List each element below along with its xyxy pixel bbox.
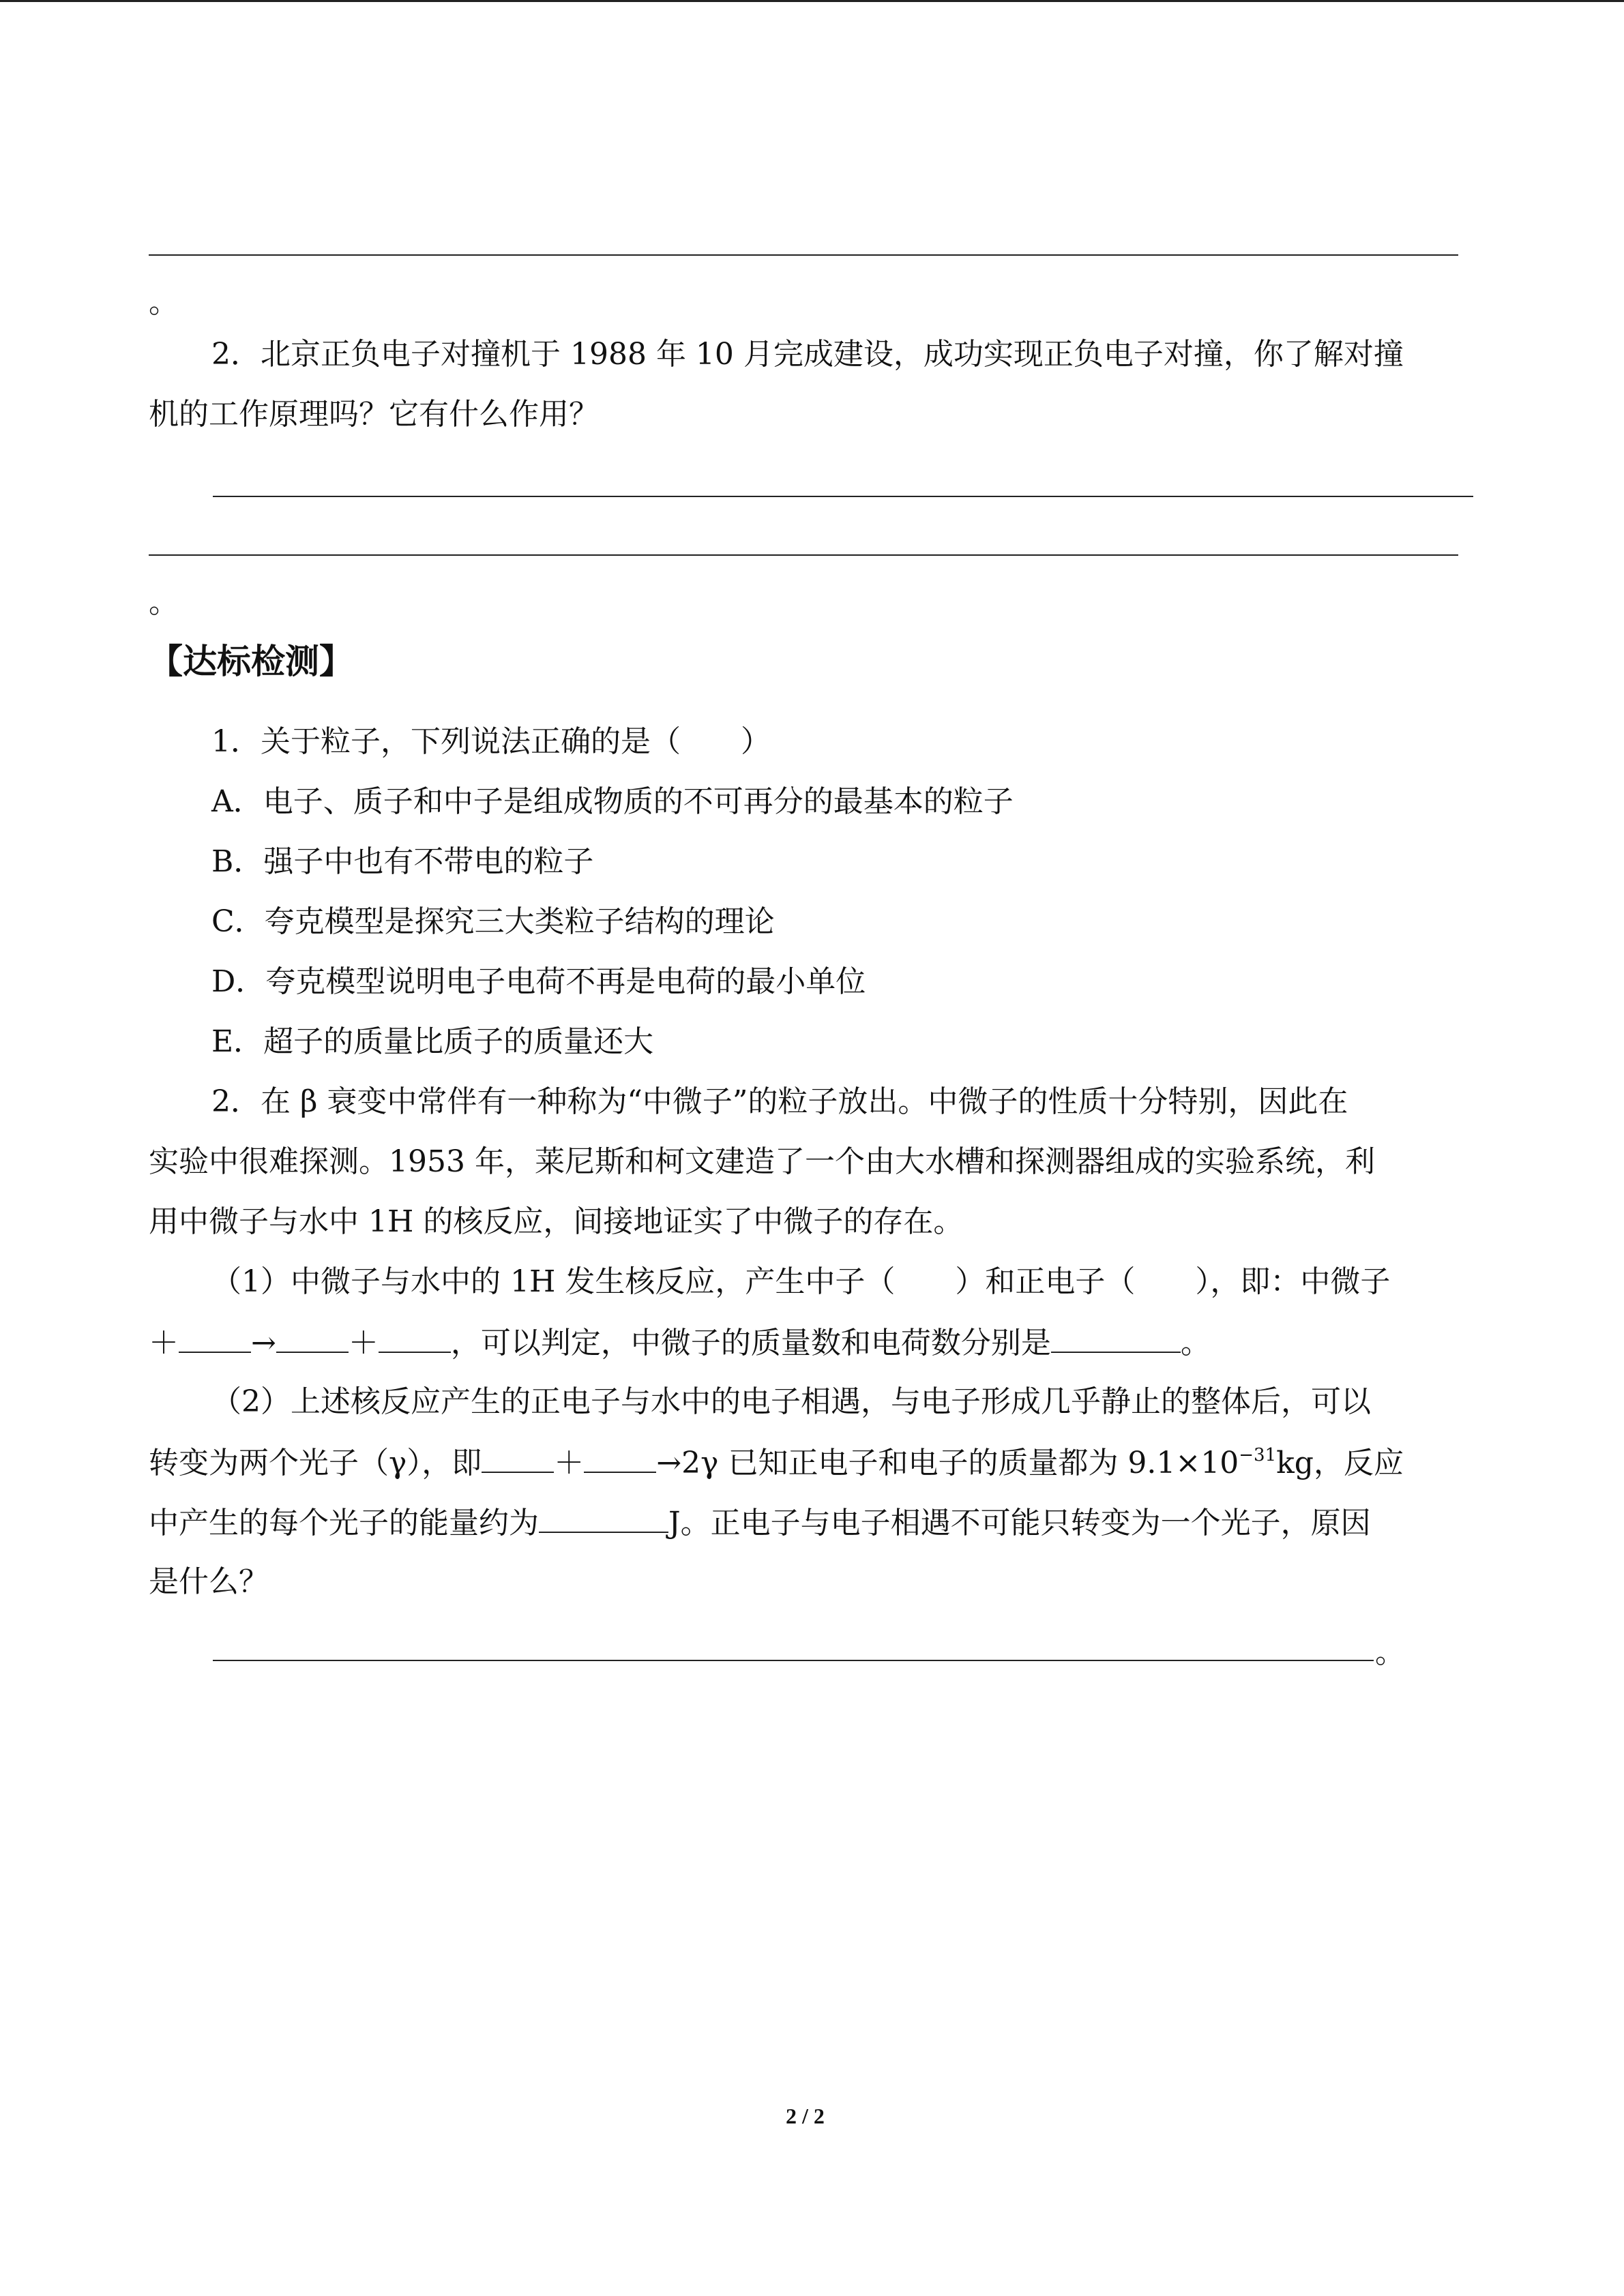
part-1-text: （1）中微子与水中的 1H 发生核反应，产生中子（ ）和正电子（ ），即：中微子	[211, 1264, 1391, 1299]
blank-field[interactable]	[584, 1442, 656, 1473]
option-e: E．超子的质量比质子的质量还大	[211, 1024, 654, 1059]
question-text: 用中微子与水中 1H 的核反应，间接地证实了中微子的存在。	[149, 1204, 964, 1239]
option-a: A．电子、质子和中子是组成物质的不可再分的最基本的粒子	[211, 784, 1014, 819]
blank-field[interactable]	[179, 1322, 251, 1353]
plus-sign: ＋	[348, 1326, 379, 1360]
page-top-border	[0, 0, 1624, 2]
question-stem: 1．关于粒子，下列说法正确的是（ ）	[211, 724, 771, 759]
exponent: −31	[1239, 1445, 1277, 1465]
question-text: 实验中很难探测。1953 年，莱尼斯和柯文建造了一个由大水槽和探测器组成的实验系统，利	[149, 1144, 1375, 1179]
period-mark: 。	[1375, 1635, 1405, 1670]
part-2-text: kg，反应	[1276, 1446, 1404, 1480]
arrow-sign: →	[251, 1326, 276, 1360]
blank-field[interactable]	[539, 1502, 668, 1533]
period-mark: 。	[1180, 1326, 1211, 1360]
blank-field[interactable]	[276, 1322, 349, 1353]
answer-line[interactable]	[213, 1660, 1374, 1661]
option-b: B．强子中也有不带电的粒子	[211, 844, 594, 879]
part-2-energy	[149, 1502, 1371, 1544]
plus-sign: ＋	[149, 1326, 179, 1360]
question-text: 2．北京正负电子对撞机于 1988 年 10 月完成建设，成功实现正负电子对撞，你了解对撞	[211, 337, 1404, 372]
part-1-tail: ，可以判定，中微子的质量数和电荷数分别是	[450, 1326, 1051, 1360]
period-mark: 。	[149, 285, 179, 320]
answer-line[interactable]	[149, 254, 1458, 256]
blank-field[interactable]	[482, 1442, 554, 1473]
answer-line[interactable]	[213, 496, 1473, 497]
section-title: 【达标检测】	[149, 642, 353, 681]
part-1-equation	[149, 1322, 1211, 1364]
blank-field[interactable]	[379, 1322, 451, 1353]
period-mark: 。	[149, 585, 179, 620]
page-number: 2 / 2	[786, 2104, 825, 2128]
part-2-text: J。正电子与电子相遇不可能只转变为一个光子，原因	[668, 1506, 1371, 1540]
question-text: 2．在 β 衰变中常伴有一种称为“中微子”的粒子放出。中微子的性质十分特别，因此在	[211, 1084, 1348, 1119]
part-2-question: 是什么？	[149, 1564, 269, 1599]
part-2-text: 中产生的每个光子的能量约为	[149, 1506, 539, 1540]
blank-field[interactable]	[1051, 1322, 1181, 1353]
part-2-text: →2γ 已知正电子和电子的质量都为 9.1×10	[656, 1446, 1239, 1480]
plus-sign: ＋	[554, 1446, 585, 1480]
answer-line[interactable]	[149, 554, 1458, 556]
part-2-text: 转变为两个光子（γ），即	[149, 1446, 482, 1480]
question-text: 机的工作原理吗？它有什么作用？	[149, 397, 599, 432]
option-c: C．夸克模型是探究三大类粒子结构的理论	[211, 904, 775, 939]
option-d: D．夸克模型说明电子电荷不再是电荷的最小单位	[211, 964, 866, 999]
part-2-equation	[149, 1442, 1404, 1484]
part-2-text: （2）上述核反应产生的正电子与水中的电子相遇，与电子形成几乎静止的整体后，可以	[211, 1384, 1371, 1419]
